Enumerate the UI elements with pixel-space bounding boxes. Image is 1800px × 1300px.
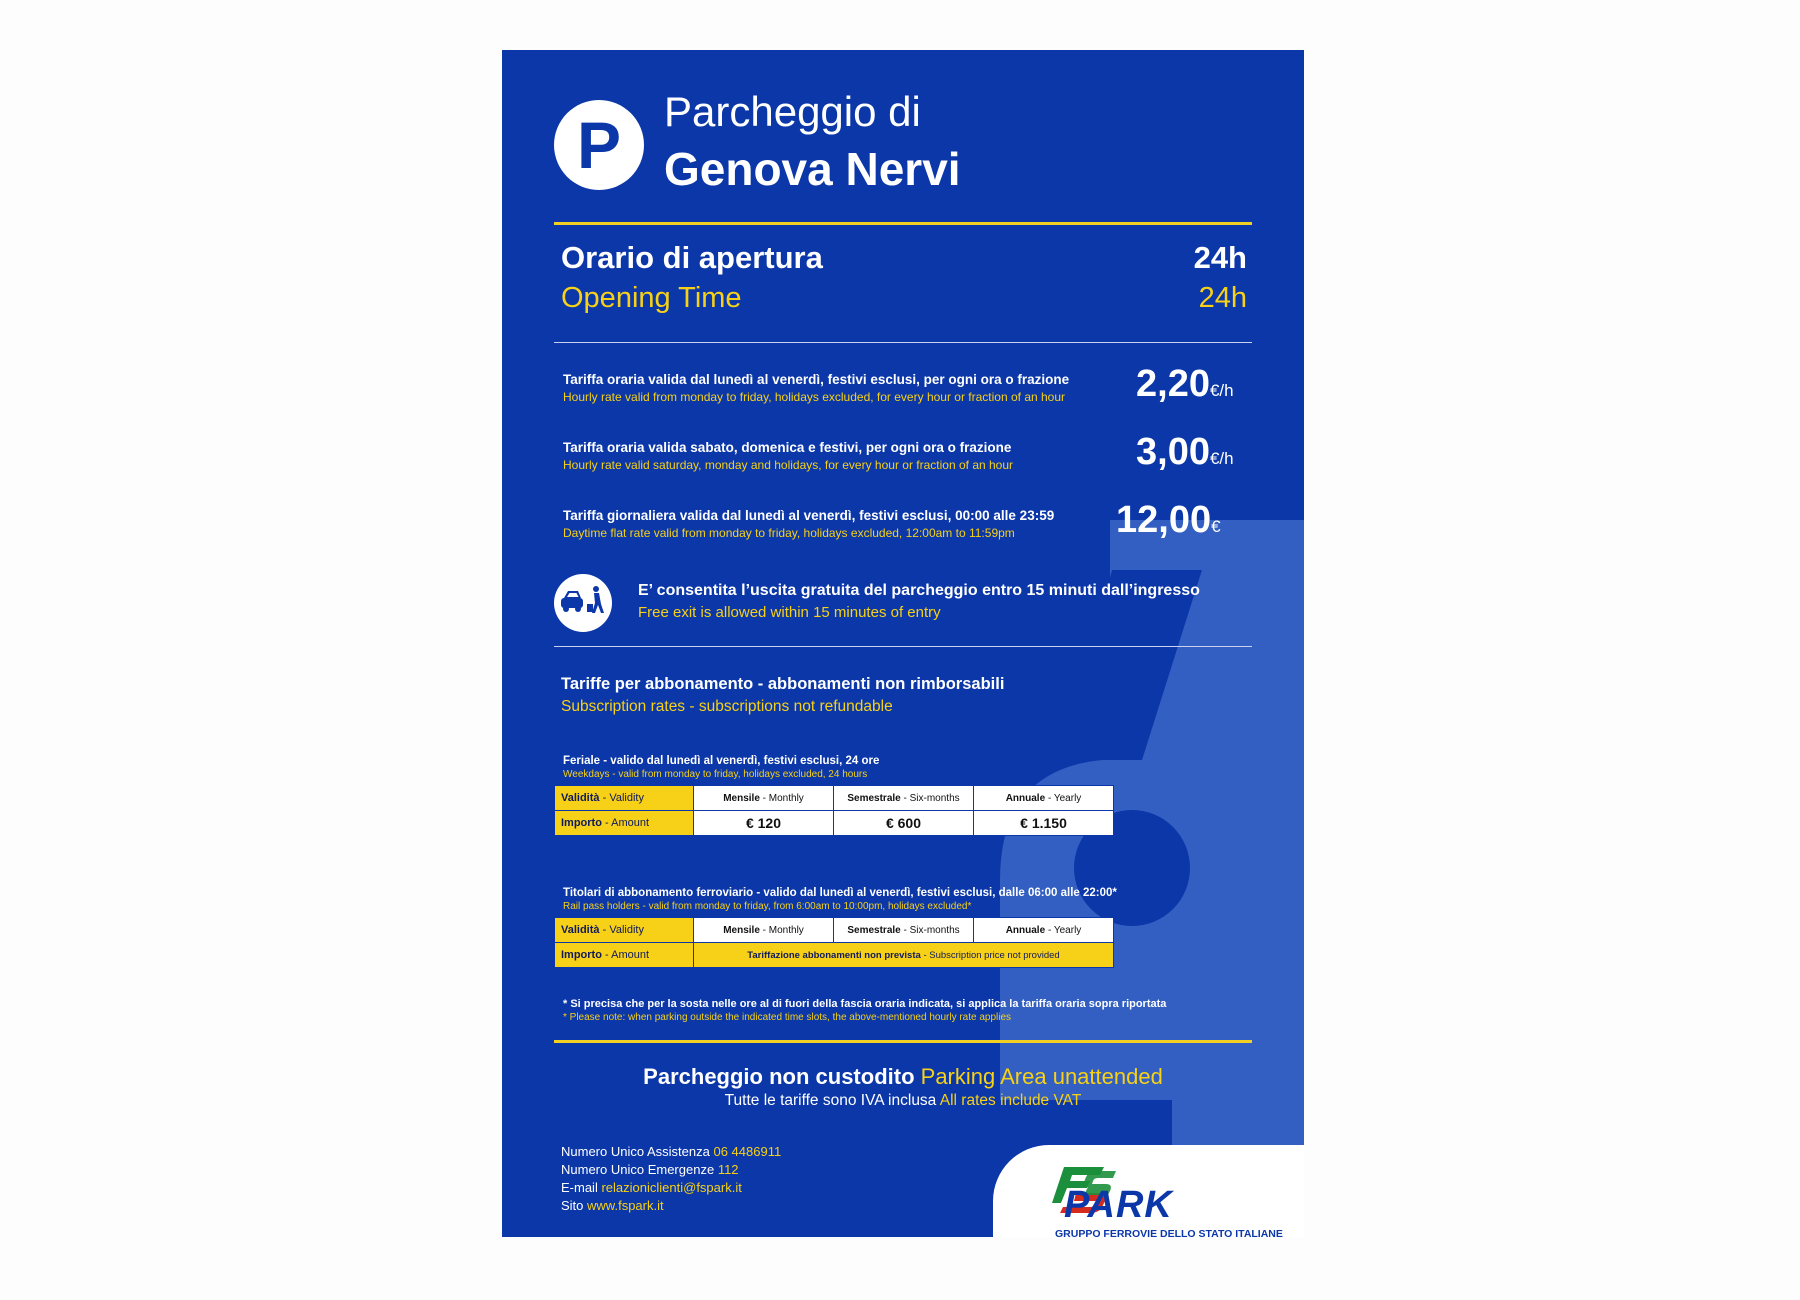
rate-weekday-text-en: Hourly rate valid from monday to friday, holidays excluded, for every hour or fraction of an hour [563,390,1066,404]
logo-brand: PARK [1064,1184,1173,1226]
no-price-notice: Tariffazione abbonamenti non prevista - Subscription price not provided [694,943,1114,968]
vat-en: All rates include VAT [939,1092,1082,1109]
contacts [561,1143,781,1215]
car-pedestrian-icon [554,574,612,632]
title-line1: Parcheggio di [664,88,921,135]
price-amount: 3,00 [1136,431,1210,473]
unattended-it: Parcheggio non custodito [643,1064,915,1089]
note-text-en: * Please note: when parking outside the indicated time slots, the above-mentioned hourly rate applies [563,1012,1012,1023]
opening-value-it: 24h [1193,240,1247,275]
parking-poster [502,50,1304,1237]
rate-daily-text-en: Daytime flat rate valid from monday to friday, holidays excluded, 12:00am to 11:59pm [563,526,1015,540]
rate-daily-price [1116,499,1221,542]
price-yearly: € 1.150 [974,811,1114,836]
rate-daily-text-it: Tariffa giornaliera valida dal lunedì al venerdì, festivi esclusi, 00:00 alle 23:59 [563,508,1055,523]
contact-email[interactable]: E-mail relazioniclienti@fspark.it [561,1180,742,1195]
period-six-months: Semestrale - Six-months [834,918,974,943]
weekday-rates-table [554,785,1114,836]
amount-label: Importo - Amount [555,811,694,836]
table-row [555,943,1114,968]
rail-heading-en: Rail pass holders - valid from monday to friday, from 6:00am to 10:00pm, holidays excluded* [563,901,972,912]
price-unit: €/h [1209,449,1234,468]
rate-weekday-text-it: Tariffa oraria valida dal lunedì al venerdì, festivi esclusi, per ogni ora o frazione [563,372,1070,387]
divider [554,646,1252,647]
free-exit-text-it: E’ consentita l’uscita gratuita del parcheggio entro 15 minuti dall’ingresso [638,582,1200,599]
weekday-heading-en: Weekdays - valid from monday to friday, holidays excluded, 24 hours [563,769,868,780]
padlock-watermark-icon [502,50,1304,1237]
divider [554,342,1252,343]
note-text-it: * Si precisa che per la sosta nelle ore al di fuori della fascia oraria indicata, si applica la tariffa oraria sopra riportata [563,998,1167,1010]
divider [554,1040,1252,1043]
validity-label: Validità - Validity [555,786,694,811]
price-amount: 2,20 [1136,363,1210,405]
table-row [555,786,1114,811]
contact-emergency: Numero Unico Emergenze 112 [561,1162,739,1177]
title-location: Genova Nervi [664,143,961,195]
rail-heading-it: Titolari di abbonamento ferroviario - valido dal lunedì al venerdì, festivi esclusi, dalle 06:00 alle 22:00* [563,887,1117,899]
rate-weekend-price [1136,431,1234,474]
free-exit-text-en: Free exit is allowed within 15 minutes of entry [638,604,941,621]
divider [554,222,1252,225]
opening-value-en: 24h [1198,282,1247,314]
opening-label-it: Orario di apertura [561,240,823,275]
rate-weekend-text-en: Hourly rate valid saturday, monday and holidays, for every hour or fraction of an hour [563,458,1014,472]
period-yearly: Annuale - Yearly [974,918,1114,943]
price-six-months: € 600 [834,811,974,836]
rail-rates-table [554,917,1114,968]
period-monthly: Mensile - Monthly [694,786,834,811]
vat-it: Tutte le tariffe sono IVA inclusa [724,1092,937,1109]
parking-icon: P [554,100,644,190]
table-row [555,811,1114,836]
subscriptions-title-it: Tariffe per abbonamento - abbonamenti non rimborsabili [561,675,1005,693]
weekday-heading-it: Feriale - valido dal lunedì al venerdì, festivi esclusi, 24 ore [563,755,880,767]
rate-weekend-text-it: Tariffa oraria valida sabato, domenica e festivi, per ogni ora o frazione [563,440,1012,455]
table-row [555,918,1114,943]
price-unit: €/h [1209,381,1234,400]
period-monthly: Mensile - Monthly [694,918,834,943]
logo-tagline: GRUPPO FERROVIE DELLO STATO ITALIANE [1055,1228,1283,1237]
rate-weekday-price [1136,363,1234,406]
unattended-en: Parking Area unattended [920,1064,1163,1089]
unattended-notice [502,1064,1304,1090]
vat-notice [502,1092,1304,1110]
validity-label: Validità - Validity [555,918,694,943]
price-monthly: € 120 [694,811,834,836]
amount-label: Importo - Amount [555,943,694,968]
period-six-months: Semestrale - Six-months [834,786,974,811]
period-yearly: Annuale - Yearly [974,786,1114,811]
opening-label-en: Opening Time [561,282,742,314]
price-amount: 12,00 [1116,499,1212,541]
contact-website[interactable]: Sito www.fspark.it [561,1198,664,1213]
contact-assistance: Numero Unico Assistenza 06 4486911 [561,1144,782,1159]
subscriptions-title-en: Subscription rates - subscriptions not refundable [561,698,893,715]
price-unit: € [1211,517,1221,536]
